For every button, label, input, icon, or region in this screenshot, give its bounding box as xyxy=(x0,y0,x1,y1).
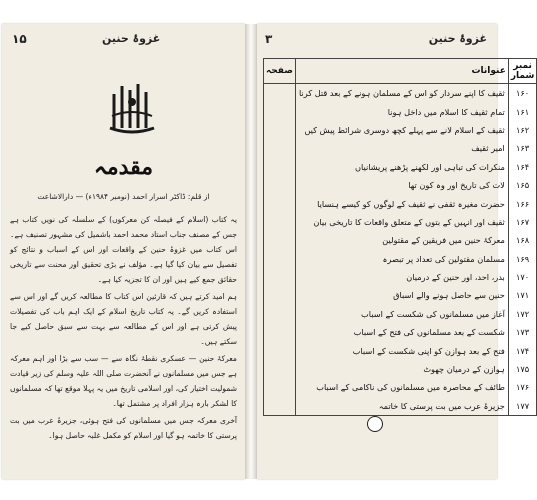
table-row xyxy=(264,102,537,120)
toc-number: ۱۶۱ xyxy=(508,102,536,120)
toc-title: جزیرۂ عرب میں بت پرستی کا خاتمہ xyxy=(295,397,508,416)
table-row xyxy=(264,84,537,103)
circle-mark xyxy=(367,416,383,432)
table-row xyxy=(264,121,537,139)
toc-title: حضرت مغیرہ ثقفی نے ثقیف کے لوگوں کو کیسے ہنسایا xyxy=(295,194,508,212)
toc-title: بدر، احد، اور حنین کے درمیان xyxy=(295,268,508,286)
paragraph: معرکۂ حنین — عسکری نقطۂ نگاہ سے — سب سے بڑا اور اہم معرکہ ہے جس میں مسلمانوں نے آنحضرت صلی اللہ علیہ وسلم کی زیر قیادت شمولیت اختیار کی، اور اسلامی تاریخ میں یہ پہلا موقع تھا کہ مسلمانوں کا لشکر بارہ ہزار افراد پر مشتمل تھا۔ xyxy=(10,354,237,408)
toc-page xyxy=(264,268,296,286)
toc-title: معرکۂ حنین میں فریقین کے مقتولین xyxy=(295,231,508,249)
toc-number: ۱۷۲ xyxy=(508,305,536,323)
table-row xyxy=(264,176,537,194)
toc-title: آغاز میں مسلمانوں کی شکست کے اسباب xyxy=(295,305,508,323)
toc-number: ۱۷۵ xyxy=(508,360,536,378)
paragraph: آخری معرکہ جس میں مسلمانوں کی فتح ہوئی، جزیرۂ عرب میں بت پرستی کا خاتمہ ہو گیا اور اسلام کو مکمل غلبہ حاصل ہوا۔ xyxy=(10,416,237,440)
toc-title: ثقیف کے اسلام لانے سے پہلے کچھ دوسری شرائط پیش کیں xyxy=(295,121,508,139)
toc-page xyxy=(264,176,296,194)
toc-page xyxy=(264,378,296,396)
toc-number: ۱۶۰ xyxy=(508,84,536,103)
table-row xyxy=(264,323,537,341)
toc-number: ۱۶۲ xyxy=(508,121,536,139)
toc-title: تمام ثقیف کا اسلام میں داخل ہونا xyxy=(295,102,508,120)
table-row xyxy=(264,231,537,249)
running-header: غزوۂ حنین xyxy=(428,32,487,45)
column-header-number: نمبر شمار xyxy=(508,59,536,84)
toc-page xyxy=(264,84,296,103)
toc-title: منکرات کی تباہی اور لکھنے پڑھنے پریشانیاں xyxy=(295,158,508,176)
toc-title: شکست کے بعد مسلمانوں کی فتح کے اسباب xyxy=(295,323,508,341)
toc-title: لات کی تاریخ اور وہ کون تھا xyxy=(295,176,508,194)
table-row xyxy=(264,378,537,396)
running-header: غزوۂ حنین xyxy=(102,32,161,45)
page-number: ۳ xyxy=(265,32,273,46)
toc-page xyxy=(264,341,296,359)
toc-number: ۱۷۴ xyxy=(508,341,536,359)
toc-title: ثقیف اور انہیں کے بتوں کے متعلق واقعات کا تاریخی بیان xyxy=(295,213,508,231)
toc-number: ۱۶۷ xyxy=(508,213,536,231)
toc-page xyxy=(264,360,296,378)
toc-title: ثقیف کا اپنے سردار کو اس کے مسلمان ہونے کے بعد قتل کرنا xyxy=(295,84,508,103)
table-row xyxy=(264,360,537,378)
paragraph: ہم امید کرتے ہیں کہ قارئین اس کتاب کا مطالعہ کریں گے اور اس سے استفادہ کریں گے۔ یہ کتاب تاریخ اسلام کے ایک اہم باب کی تفصیلات پیش کرتی ہے اور اس کے مطالعہ سے بہت سے سبق حاصل کیے جا سکتے ہیں۔ xyxy=(10,292,237,346)
toc-title: حنین سے حاصل ہونے والے اسباق xyxy=(295,286,508,304)
toc-number: ۱۶۵ xyxy=(508,176,536,194)
toc-title: ہوازن کے درمیان چھوٹ xyxy=(295,360,508,378)
toc-title: فتح کے بعد ہوازن کو اپنی شکست کے اسباب xyxy=(295,341,508,359)
toc-page xyxy=(264,323,296,341)
table-row xyxy=(264,305,537,323)
table-row xyxy=(264,397,537,416)
toc-number: ۱۷۷ xyxy=(508,397,536,416)
toc-page xyxy=(264,213,296,231)
toc-page xyxy=(264,121,296,139)
toc-number: ۱۷۳ xyxy=(508,323,536,341)
toc-title: طائف کے محاصرہ میں مسلمانوں کی ناکامی کے اسباب xyxy=(295,378,508,396)
toc-page xyxy=(264,231,296,249)
toc-page xyxy=(264,194,296,212)
toc-number: ۱۶۴ xyxy=(508,158,536,176)
table-row xyxy=(264,213,537,231)
toc-page xyxy=(264,139,296,157)
toc-number: ۱۷۶ xyxy=(508,378,536,396)
toc-page xyxy=(264,250,296,268)
table-row xyxy=(264,341,537,359)
toc-page xyxy=(264,102,296,120)
toc-number: ۱۶۸ xyxy=(508,231,536,249)
toc-page xyxy=(264,305,296,323)
calligraphy-emblem-icon xyxy=(102,76,162,136)
column-header-page: صفحہ xyxy=(264,59,296,84)
toc-page xyxy=(264,286,296,304)
column-header-title: عنوانات xyxy=(295,59,508,84)
table-row xyxy=(264,268,537,286)
book-gutter xyxy=(245,24,257,479)
byline: از قلم: ڈاکٹر اسرار احمد (نومبر ۱۹۸۴ء) — دارالاشاعت xyxy=(37,192,210,201)
toc-number: ۱۶۶ xyxy=(508,194,536,212)
toc-number: ۱۶۹ xyxy=(508,250,536,268)
page-number: ۱۵ xyxy=(12,32,27,46)
toc-number: ۱۷۰ xyxy=(508,268,536,286)
table-of-contents xyxy=(263,58,537,416)
table-row xyxy=(264,194,537,212)
toc-number: ۱۶۳ xyxy=(508,139,536,157)
right-page xyxy=(257,24,535,479)
page-title: مقدمہ xyxy=(93,154,154,180)
toc-title: مسلمان مقتولین کی تعداد پر تبصرہ xyxy=(295,250,508,268)
table-row xyxy=(264,139,537,157)
table-row xyxy=(264,250,537,268)
table-row xyxy=(264,158,537,176)
table-row xyxy=(264,286,537,304)
toc-number: ۱۷۱ xyxy=(508,286,536,304)
intro-text xyxy=(10,212,237,445)
paragraph: یہ کتاب (اسلام کے فیصلہ کن معرکوں) کے سلسلہ کی نویں کتاب ہے جس کے مصنف جناب استاد محمد احمد باشمیل کی مشہور تصنیف ہے۔ اس کتاب میں غزوۂ حنین کے واقعات اور اس کے اسباب و نتائج کو تفصیل سے بیان کیا گیا ہے۔ مؤلف نے بڑی تحقیق اور محنت سے تاریخی حقائق جمع کیے ہیں اور ان کا تجزیہ کیا ہے۔ xyxy=(10,215,237,284)
toc-page xyxy=(264,397,296,416)
toc-page xyxy=(264,158,296,176)
left-page xyxy=(2,24,245,479)
toc-title: امیر ثقیف xyxy=(295,139,508,157)
